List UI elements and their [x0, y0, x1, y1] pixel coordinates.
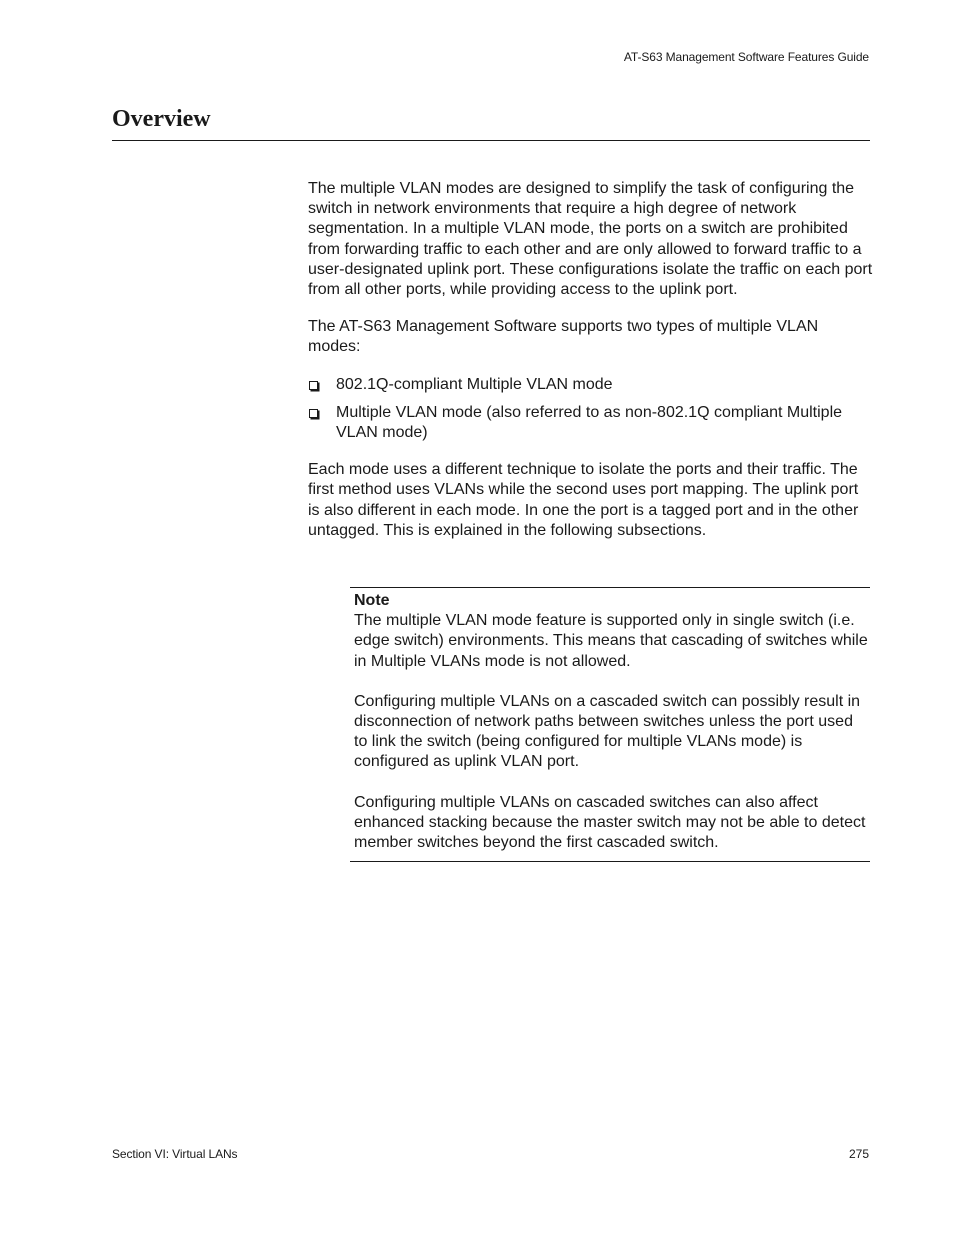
footer-page-number: 275 [848, 1147, 869, 1161]
note-heading: Note [354, 592, 390, 609]
running-header: AT-S63 Management Software Features Guide [623, 50, 869, 64]
title-rule [112, 140, 870, 141]
note-box [350, 587, 870, 862]
bullet-item [308, 375, 874, 395]
note-paragraph: Configuring multiple VLANs on cascaded switches can also affect enhanced stacking because the master switch may not be able to detect member switches beyond the first cascaded switch. [354, 793, 866, 852]
bullet-text: Multiple VLAN mode (also referred to as non-802.1Q compliant Multiple VLAN mode) [336, 403, 843, 442]
bullet-text: 802.1Q-compliant Multiple VLAN mode [336, 375, 613, 393]
body-text [308, 179, 874, 558]
bullet-item [308, 403, 874, 443]
body-paragraph: The AT-S63 Management Software supports two types of multiple VLAN modes: [308, 318, 819, 356]
note-paragraph: The multiple VLAN mode feature is supported only in single switch (i.e. edge switch) environments. This means that cascading of switches while in Multiple VLANs mode is not allowed. [354, 612, 868, 670]
section-title: Overview [112, 106, 211, 132]
checkbox-bullet-icon [309, 409, 318, 418]
body-paragraph: Each mode uses a different technique to isolate the ports and their traffic. The first method uses VLANs while the second uses port mapping. The uplink port is also different in each mode. In one the port is a tagged port and in the other untagged. This is explained in the following subsections. [308, 461, 859, 539]
checkbox-bullet-icon [309, 381, 318, 390]
footer-section-label: Section VI: Virtual LANs [112, 1147, 238, 1161]
body-paragraph: The multiple VLAN modes are designed to simplify the task of configuring the switch in network environments that require a high degree of network segmentation. In a multiple VLAN mode, the ports on a switch are prohibited from forwarding traffic to each other and are only allowed to forward traffic to a user-designated uplink port. These configurations isolate the traffic on each port from all other ports, while providing access to the uplink port. [308, 180, 873, 299]
note-paragraph: Configuring multiple VLANs on a cascaded switch can possibly result in disconnection of network paths between switches unless the port used to link the switch (being configured for multiple VLANs mode) is configured as uplink VLAN port. [354, 692, 861, 771]
bullet-list [308, 375, 874, 444]
